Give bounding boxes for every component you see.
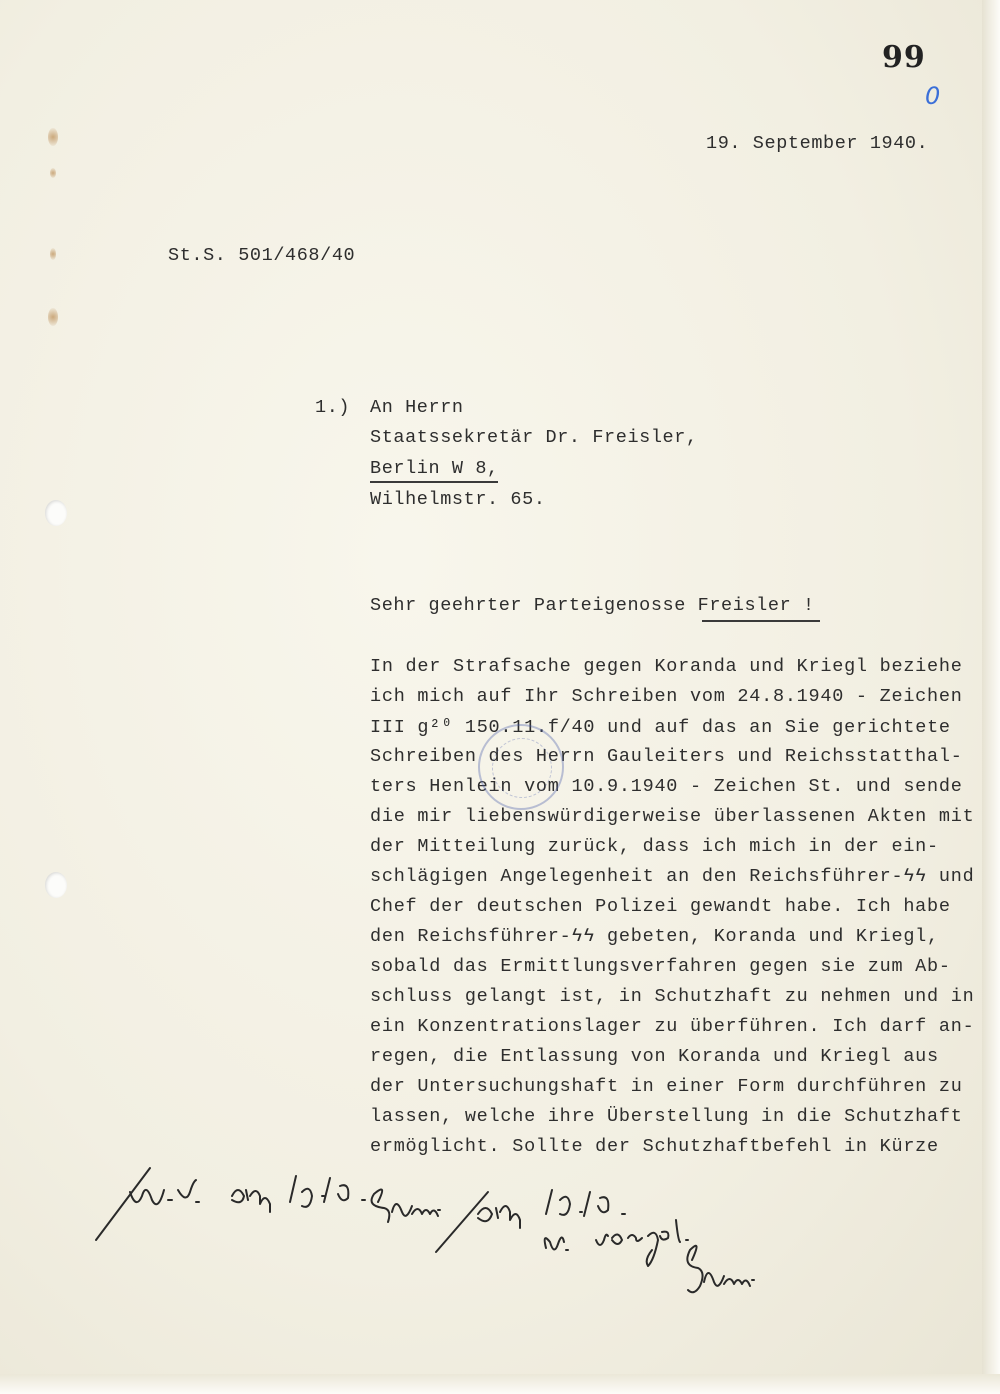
folio-number: 99: [882, 40, 926, 75]
recipient-line: Berlin W 8,: [370, 458, 499, 479]
body-line: ich mich auf Ihr Schreiben vom 24.8.1940 - Zeichen: [370, 686, 963, 707]
body-line: lassen, welche ihre Überstellung in die Schutzhaft: [370, 1106, 963, 1127]
body-line: Chef der deutschen Polizei gewandt habe. Ich habe: [370, 896, 951, 917]
body-line: schluss gelangt ist, in Schutzhaft zu nehmen und in: [370, 986, 975, 1007]
body-line: schlägigen Angelegenheit an den Reichsführer-ϟϟ und: [370, 866, 975, 887]
body-line: der Untersuchungshaft in einer Form durchführen zu: [370, 1076, 963, 1097]
handwritten-note: [130, 1176, 365, 1212]
body-line: ters Henlein vom 10.9.1940 - Zeichen St. und sende: [370, 776, 963, 797]
body-line: regen, die Entlassung von Koranda und Kriegl aus: [370, 1046, 939, 1067]
body-line: Schreiben des Herrn Gauleiters und Reichsstatthal-: [370, 746, 963, 767]
body-line: ermöglicht. Sollte der Schutzhaftbefehl in Kürze: [370, 1136, 939, 1157]
body-line: sobald das Ermittlungsverfahren gegen sie zum Ab-: [370, 956, 951, 977]
recipient-line: Staatssekretär Dr. Freisler,: [370, 427, 698, 448]
handwritten-note: [96, 1168, 150, 1240]
salutation: Sehr geehrter Parteigenosse Freisler !: [370, 595, 815, 616]
folio-mark: 0: [925, 82, 941, 110]
body-line: In der Strafsache gegen Koranda und Kriegl beziehe: [370, 656, 963, 677]
body-line: die mir liebenswürdigerweise überlassenen Akten mit: [370, 806, 975, 827]
item-number: 1.): [315, 397, 351, 418]
letter-date: 19. September 1940.: [706, 133, 929, 154]
body-line: III g²⁰ 150.11.f/40 und auf das an Sie gerichtete: [370, 717, 951, 738]
handwritten-note: [545, 1220, 688, 1266]
recipient-line: An Herrn: [370, 397, 464, 418]
reference-number: St.S. 501/468/40: [168, 245, 356, 266]
recipient-line: Wilhelmstr. 65.: [370, 489, 546, 510]
body-line: den Reichsführer-ϟϟ gebeten, Koranda und Kriegl,: [370, 926, 939, 947]
handwritten-note: [478, 1190, 625, 1228]
handwritten-note: [687, 1246, 754, 1292]
handwritten-note: [372, 1190, 440, 1223]
body-line: ein Konzentrationslager zu überführen. Ich darf an-: [370, 1016, 975, 1037]
body-line: der Mitteilung zurück, dass ich mich in der ein-: [370, 836, 939, 857]
handwritten-note: [436, 1192, 488, 1252]
